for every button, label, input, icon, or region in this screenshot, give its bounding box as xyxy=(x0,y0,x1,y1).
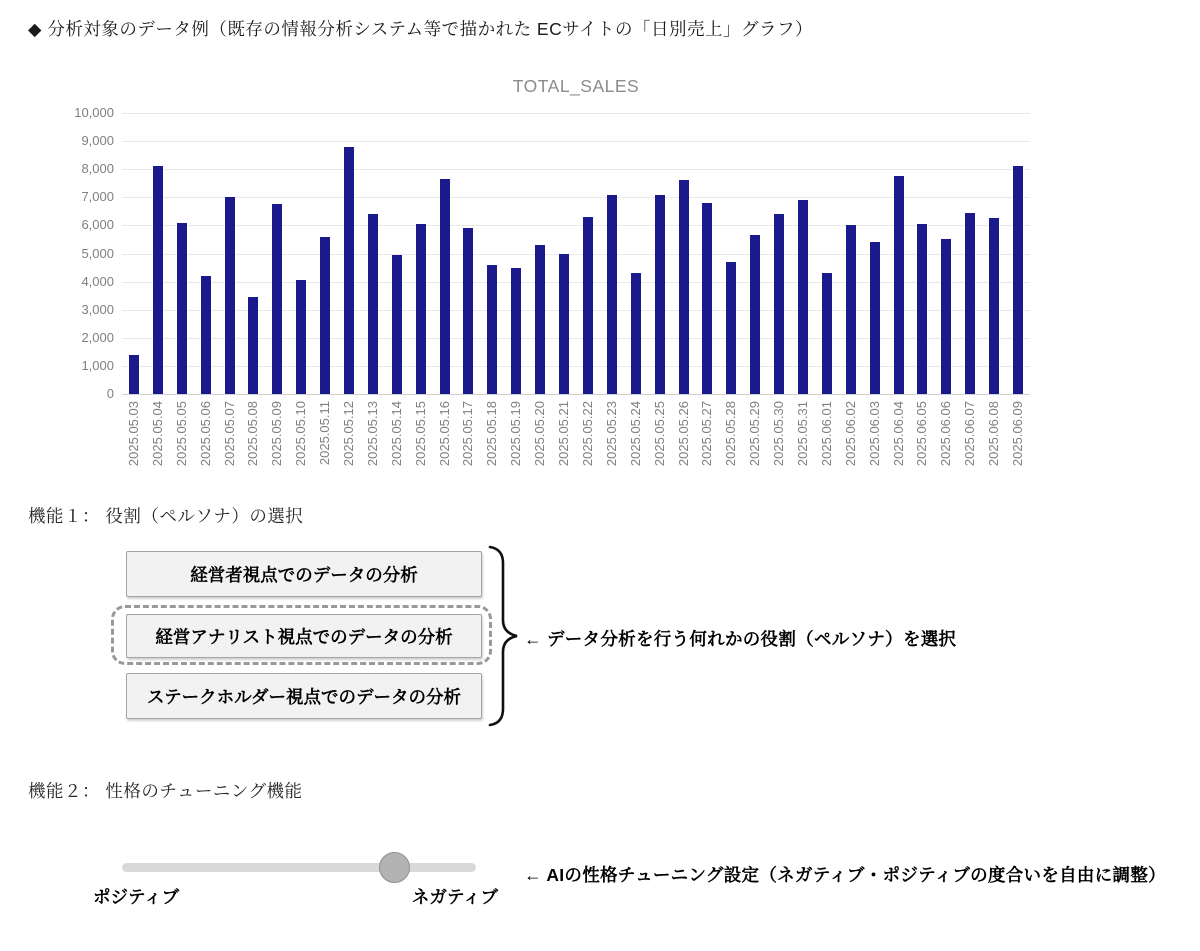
x-axis-line xyxy=(122,394,1030,395)
gridline xyxy=(122,141,1030,142)
bar xyxy=(750,235,760,394)
y-tick-label: 7,000 xyxy=(81,189,114,205)
x-tick-label: 2025.05.31 xyxy=(795,401,810,467)
x-tick-label: 2025.05.29 xyxy=(747,401,763,467)
bar xyxy=(344,147,354,394)
bar xyxy=(894,176,904,394)
x-tick-label: 2025.06.02 xyxy=(842,401,858,467)
feature2-heading: 機能２： 性格のチューニング機能 xyxy=(28,781,303,801)
x-tick-label: 2025.05.20 xyxy=(532,401,548,467)
bar xyxy=(679,180,689,394)
x-tick-label: 2025.05.30 xyxy=(771,401,787,467)
y-tick-label: 1,000 xyxy=(81,357,114,373)
x-tick-label: 2025.05.10 xyxy=(293,401,309,467)
bar xyxy=(368,214,378,394)
x-tick-label: 2025.05.17 xyxy=(460,401,476,467)
x-tick-label: 2025.05.27 xyxy=(699,401,715,467)
y-tick-label: 10,000 xyxy=(74,105,114,120)
y-tick-label: 3,000 xyxy=(81,301,114,317)
y-tick-label: 5,000 xyxy=(81,245,114,261)
bar xyxy=(296,280,306,394)
bar xyxy=(487,265,497,394)
x-tick-label: 2025.05.25 xyxy=(651,401,667,467)
y-tick-label: 9,000 xyxy=(81,133,114,149)
x-tick-label: 2025.05.07 xyxy=(221,401,237,467)
x-tick-label: 2025.05.24 xyxy=(627,401,643,467)
persona-button-executive[interactable]: 経営者視点でのデータの分析 xyxy=(126,551,482,597)
x-tick-label: 2025.05.09 xyxy=(269,401,285,467)
bar xyxy=(702,203,712,394)
x-tick-label: 2025.05.11 xyxy=(317,401,333,466)
y-tick-label: 6,000 xyxy=(81,217,114,233)
bar xyxy=(870,242,880,394)
x-tick-label: 2025.05.16 xyxy=(436,401,452,467)
x-tick-label: 2025.05.08 xyxy=(245,401,261,467)
gridline xyxy=(122,169,1030,170)
slider-label-negative: ネガティブ xyxy=(411,887,498,907)
x-tick-label: 2025.05.23 xyxy=(603,401,619,467)
x-tick-label: 2025.05.03 xyxy=(125,401,141,467)
persona-annotation: ← データ分析を行う何れかの役割（ペルソナ）を選択 xyxy=(524,629,957,649)
x-tick-label: 2025.06.08 xyxy=(986,401,1002,467)
bar xyxy=(320,237,330,394)
x-axis-labels xyxy=(122,401,1030,483)
personality-slider-thumb[interactable] xyxy=(379,852,410,883)
bar xyxy=(511,268,521,394)
personality-slider-track[interactable] xyxy=(122,863,476,872)
chart-plot-area xyxy=(122,113,1030,394)
bar xyxy=(822,273,832,394)
x-tick-label: 2025.06.05 xyxy=(914,401,930,467)
x-tick-label: 2025.05.15 xyxy=(412,401,428,467)
bar xyxy=(846,225,856,394)
persona-button-stakeholder[interactable]: ステークホルダー視点でのデータの分析 xyxy=(126,673,482,719)
bar xyxy=(392,255,402,394)
bar xyxy=(248,297,258,394)
gridline xyxy=(122,113,1030,114)
slider-annotation: ← AIの性格チューニング設定（ネガティブ・ポジティブの度合いを自由に調整） xyxy=(524,865,1166,885)
bar xyxy=(272,204,282,394)
bar xyxy=(941,239,951,394)
bar xyxy=(655,195,665,395)
curly-brace-icon xyxy=(486,544,520,728)
x-tick-label: 2025.05.04 xyxy=(149,401,165,467)
bar xyxy=(774,214,784,394)
bar xyxy=(917,224,927,394)
y-tick-label: 8,000 xyxy=(81,161,114,177)
bar xyxy=(440,179,450,394)
y-axis-labels xyxy=(30,105,114,401)
x-tick-label: 2025.06.07 xyxy=(962,401,978,467)
x-tick-label: 2025.05.26 xyxy=(675,401,691,467)
bar xyxy=(607,195,617,395)
bar xyxy=(1013,166,1023,394)
page-title: ◆ 分析対象のデータ例（既存の情報分析システム等で描かれた ECサイトの「日別売上」グラフ） xyxy=(28,19,814,39)
x-tick-label: 2025.06.09 xyxy=(1010,401,1026,467)
bar xyxy=(153,166,163,394)
bar xyxy=(416,224,426,394)
x-tick-label: 2025.06.01 xyxy=(818,401,834,467)
x-tick-label: 2025.05.12 xyxy=(341,401,356,467)
bar xyxy=(798,200,808,394)
y-tick-label: 4,000 xyxy=(81,273,114,289)
x-tick-label: 2025.05.28 xyxy=(723,401,739,467)
x-tick-label: 2025.05.21 xyxy=(556,401,572,467)
slider-label-positive: ポジティブ xyxy=(93,887,180,907)
bar xyxy=(177,223,187,394)
bar xyxy=(535,245,545,394)
x-tick-label: 2025.05.13 xyxy=(364,401,380,467)
x-tick-label: 2025.06.03 xyxy=(866,401,882,467)
bar xyxy=(989,218,999,394)
feature1-heading: 機能１： 役割（ペルソナ）の選択 xyxy=(28,506,304,526)
x-tick-label: 2025.05.14 xyxy=(388,401,404,467)
bar xyxy=(463,228,473,394)
x-tick-label: 2025.05.06 xyxy=(197,401,213,467)
x-tick-label: 2025.06.06 xyxy=(938,401,954,467)
chart-title: TOTAL_SALES xyxy=(512,76,640,96)
x-tick-label: 2025.06.04 xyxy=(890,401,906,467)
y-tick-label: 0 xyxy=(106,386,114,401)
bar xyxy=(965,213,975,394)
x-tick-label: 2025.05.19 xyxy=(508,401,524,467)
bar xyxy=(201,276,211,394)
bar xyxy=(583,217,593,394)
bar xyxy=(225,197,235,394)
x-tick-label: 2025.05.18 xyxy=(484,401,500,467)
x-tick-label: 2025.05.05 xyxy=(173,401,189,467)
bar xyxy=(631,273,641,394)
persona-button-analyst[interactable]: 経営アナリスト視点でのデータの分析 xyxy=(126,614,482,658)
y-tick-label: 2,000 xyxy=(81,329,114,345)
bar xyxy=(129,355,139,394)
bar xyxy=(726,262,736,394)
bar xyxy=(559,254,569,395)
x-tick-label: 2025.05.22 xyxy=(579,401,595,467)
